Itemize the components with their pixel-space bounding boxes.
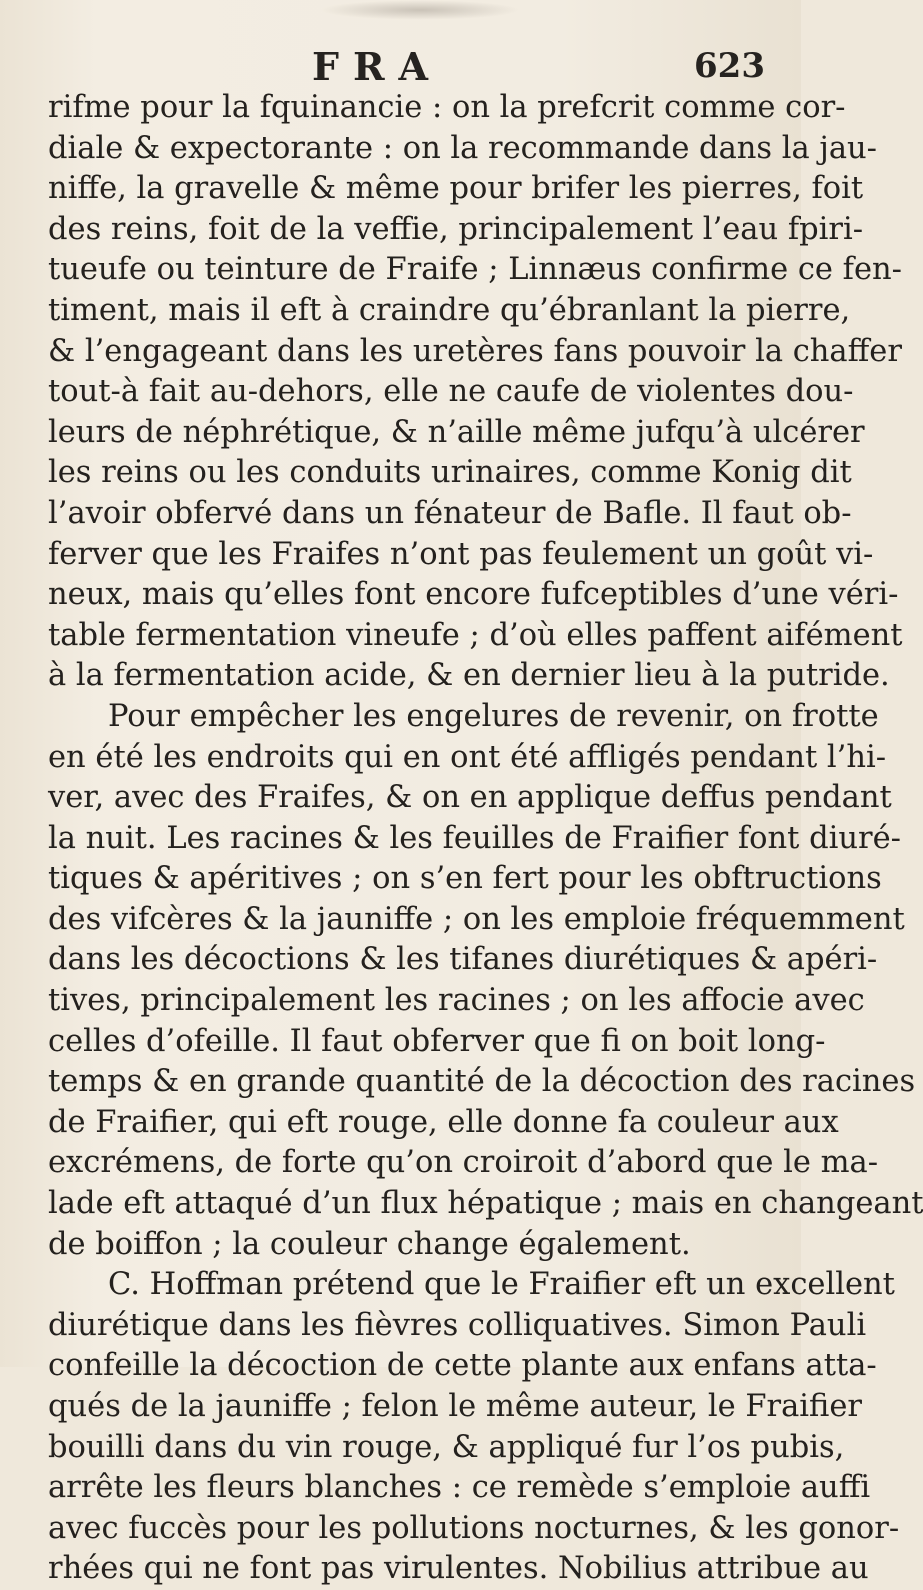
page-number: 623 xyxy=(694,46,765,86)
text-line: arrête les fleurs blanches : ce remède s’emploie auffi xyxy=(48,1470,871,1506)
text-line: des vifcères & la jauniffe ; on les emploie fréquemment xyxy=(48,901,905,937)
text-line: à la fermentation acide, & en dernier lieu à la putride. xyxy=(48,658,890,694)
text-line: leurs de néphrétique, & n’aille même jufqu’à ulcérer xyxy=(48,414,865,450)
top-smudge xyxy=(320,0,520,20)
text-line: avec fuccès pour les pollutions nocturnes, & les gonor- xyxy=(48,1510,900,1546)
text-line: diurétique dans les fièvres colliquatives. Simon Pauli xyxy=(48,1307,867,1343)
text-line: la nuit. Les racines & les feuilles de Fraifier font diuré- xyxy=(48,820,901,856)
text-line: timent, mais il eft à craindre qu’ébranlant la pierre, xyxy=(48,292,851,328)
text-line: tout-à fait au-dehors, elle ne caufe de violentes dou- xyxy=(48,374,854,410)
text-line: bouilli dans du vin rouge, & appliqué fur l’os pubis, xyxy=(48,1429,845,1465)
text-line: ferver que les Fraifes n’ont pas feulement un goût vi- xyxy=(48,536,874,572)
text-line: diale & expectorante : on la recommande dans la jau- xyxy=(48,130,877,166)
text-line: ver, avec des Fraifes, & on en applique deffus pendant xyxy=(48,780,892,816)
text-line: tueufe ou teinture de Fraife ; Linnæus confirme ce fen- xyxy=(48,252,902,288)
text-line: C. Hoffman prétend que le Fraifier eft un excellent xyxy=(108,1267,895,1303)
text-line: celles d’ofeille. Il faut obferver que fi on boit long- xyxy=(48,1023,826,1059)
text-line: rifme pour la fquinancie : on la prefcrit comme cor- xyxy=(48,90,846,125)
text-line: lade eft attaqué d’un flux hépatique ; mais en changeant xyxy=(48,1186,923,1222)
text-line: neux, mais qu’elles font encore fufceptibles d’une véri- xyxy=(48,577,899,613)
text-line: & l’engageant dans les uretères fans pouvoir la chaffer xyxy=(48,333,902,369)
page-header xyxy=(0,44,801,94)
text-line: de Fraifier, qui eft rouge, elle donne fa couleur aux xyxy=(48,1104,839,1140)
text-line: Pour empêcher les engelures de revenir, on frotte xyxy=(108,698,879,734)
text-line: confeille la décoction de cette plante aux enfans atta- xyxy=(48,1348,877,1384)
text-line: tiques & apéritives ; on s’en fert pour les obftructions xyxy=(48,861,882,897)
text-line: excrémens, de forte qu’on croiroit d’abord que le ma- xyxy=(48,1145,879,1181)
text-line: tives, principalement les racines ; on les affocie avec xyxy=(48,983,865,1019)
text-line: qués de la jauniffe ; felon le même auteur, le Fraifier xyxy=(48,1389,863,1424)
body-text xyxy=(48,88,923,1590)
text-line: temps & en grande quantité de la décoction des racines xyxy=(48,1064,916,1100)
text-line: l’avoir obfervé dans un fénateur de Bafle. Il faut ob- xyxy=(48,495,852,531)
text-line: de boiffon ; la couleur change également. xyxy=(48,1226,691,1262)
text-line: table fermentation vineufe ; d’où elles paffent aifément xyxy=(48,617,903,653)
text-line: dans les décoctions & les tifanes diurétiques & apéri- xyxy=(48,942,878,978)
running-head: FRA xyxy=(312,44,443,89)
text-line: niffe, la gravelle & même pour brifer les pierres, foit xyxy=(48,171,864,207)
text-line: en été les endroits qui en ont été affligés pendant l’hi- xyxy=(48,739,887,775)
text-line: des reins, foit de la veffie, principalement l’eau fpiri- xyxy=(48,211,864,247)
text-line: rhées qui ne font pas virulentes. Nobilius attribue au xyxy=(48,1551,869,1587)
text-line: les reins ou les conduits urinaires, comme Konig dit xyxy=(48,455,852,491)
